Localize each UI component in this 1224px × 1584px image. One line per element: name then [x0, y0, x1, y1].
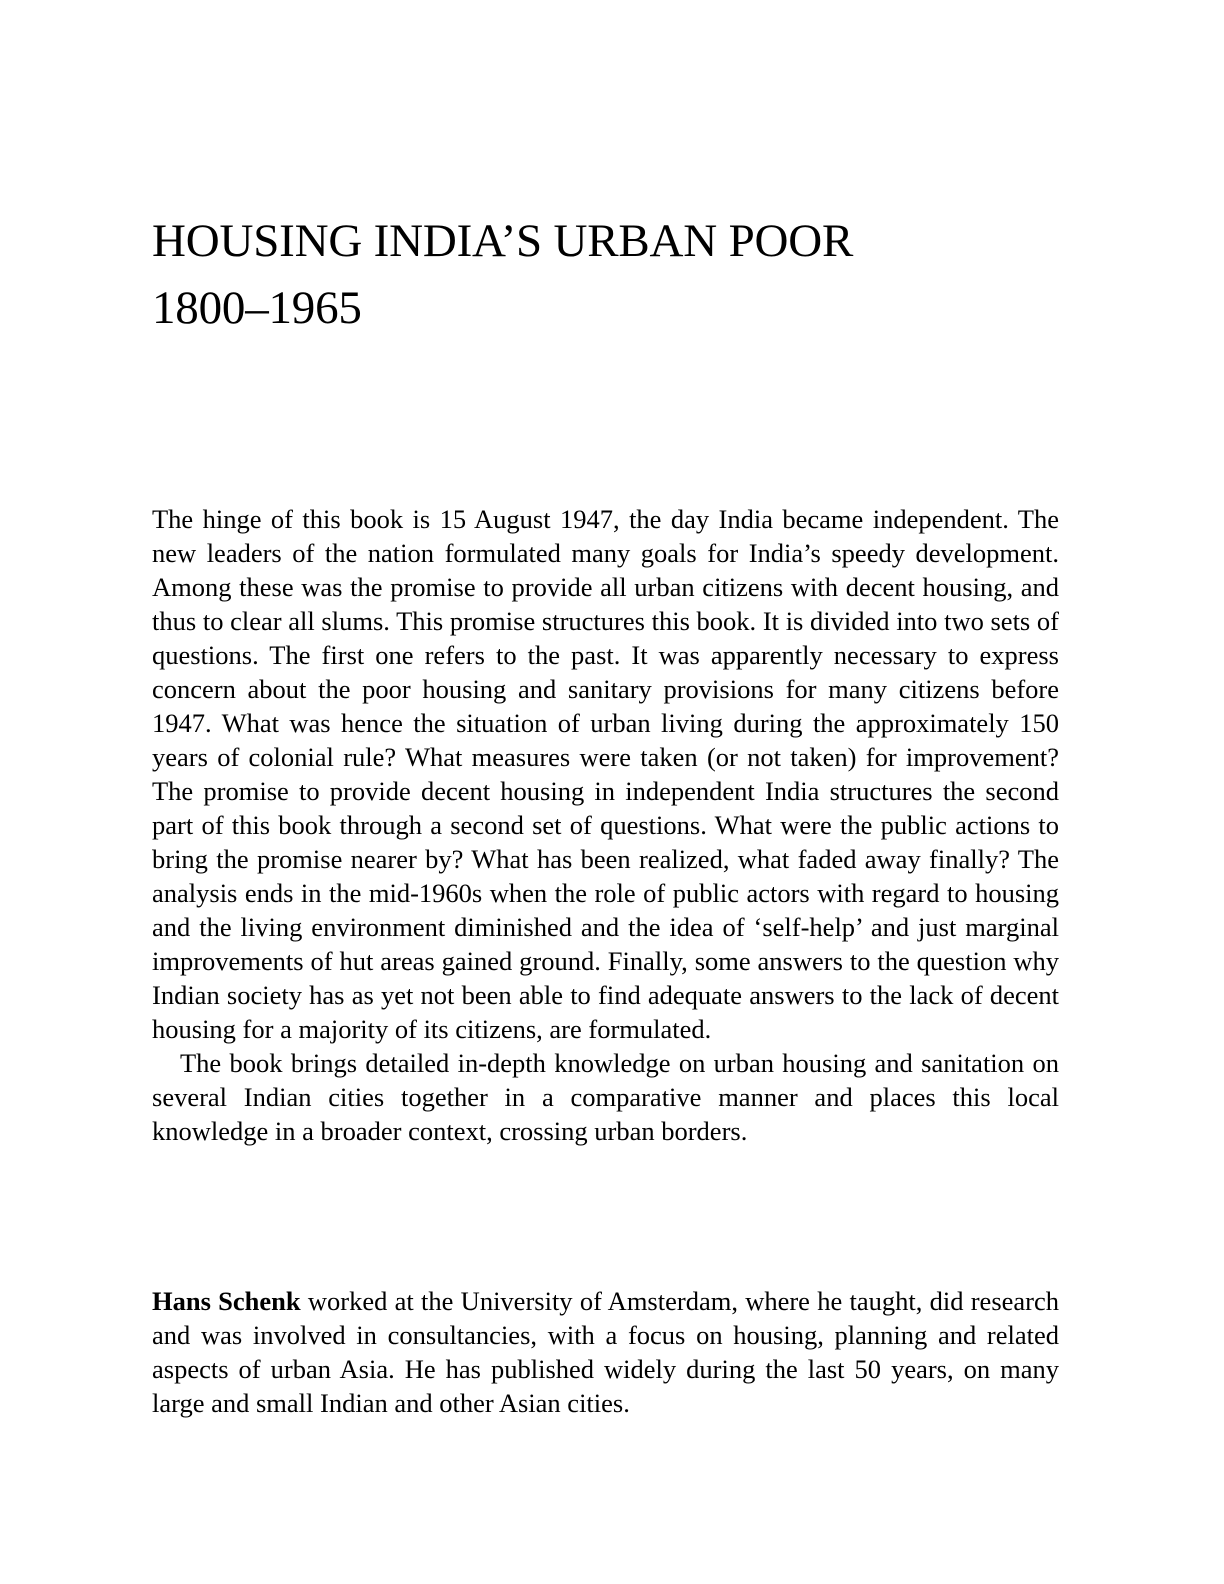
- author-bio-text: worked at the University of Amsterdam, where he taught, did research and was involved in consultancies, with a focus on housing, planning and related aspects of urban Asia. He has published widely during the last 50 years, on many large and small Indian and other Asian cities.: [152, 1286, 1059, 1418]
- book-title-line-2: 1800–1965: [152, 282, 362, 334]
- author-bio: [152, 1284, 1059, 1420]
- description-paragraph-2: The book brings detailed in-depth knowledge on urban housing and sanitation on several Indian cities together in a comparative manner and places this local knowledge in a broader context, crossing urban borders.: [152, 1048, 1059, 1146]
- book-title: [152, 208, 1072, 342]
- description-paragraph-1: The hinge of this book is 15 August 1947, the day India became independent. The new leaders of the nation formulated many goals for India’s speedy development. Among these was the promise to provide all urban citizens with decent housing, and thus to clear all slums. This promise structures this book. It is divided into two sets of questions. The first one refers to the past. It was apparently necessary to express concern about the poor housing and sanitary provisions for many citizens before 1947. What was hence the situation of urban living during the approximately 150 years of colonial rule? What measures were taken (or not taken) for improvement? The promise to provide decent housing in independent India structures the second part of this book through a second set of questions. What were the public actions to bring the promise nearer by? What has been realized, what faded away finally? The analysis ends in the mid-1960s when the role of public actors with regard to housing and the living environment diminished and the idea of ‘self-help’ and just marginal improvements of hut areas gained ground. Finally, some answers to the question why Indian society has as yet not been able to find adequate answers to the lack of decent housing for a majority of its citizens, are formulated.: [152, 504, 1059, 1044]
- author-name: Hans Schenk: [152, 1286, 301, 1316]
- book-title-line-1: HOUSING INDIA’S URBAN POOR: [152, 215, 854, 267]
- book-description: [152, 502, 1059, 1148]
